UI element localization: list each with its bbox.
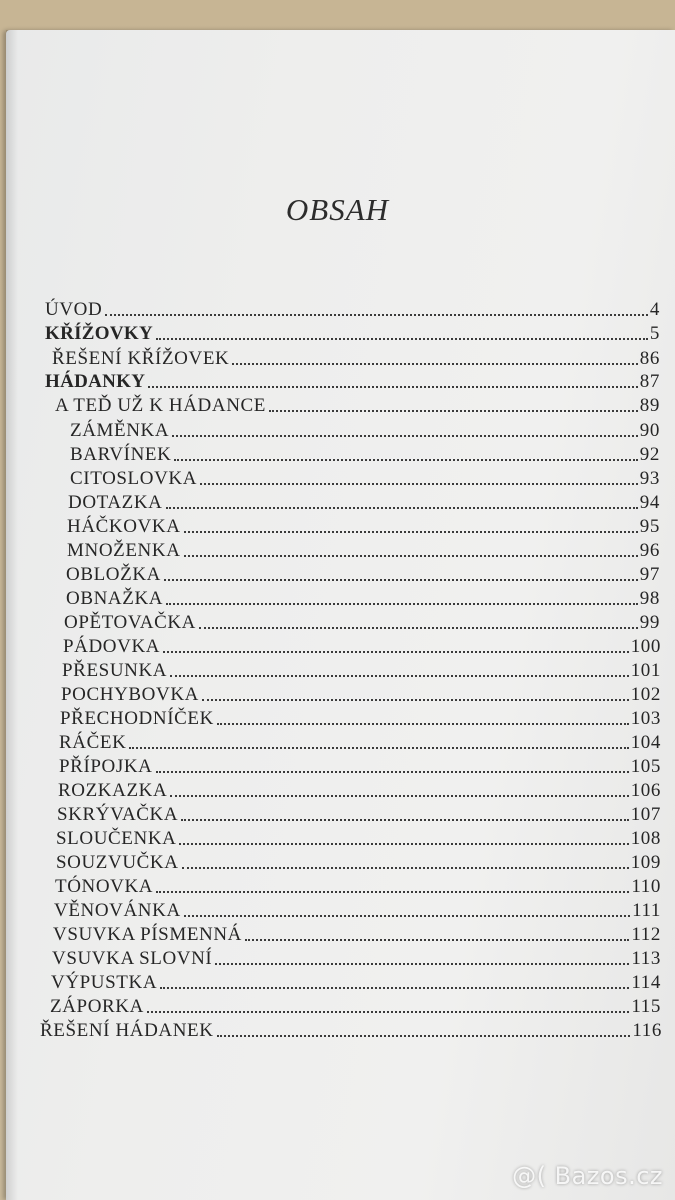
toc-entry [70, 466, 660, 490]
toc-entry [64, 610, 660, 634]
toc-entry [40, 1018, 662, 1042]
toc-entry [56, 850, 661, 874]
toc-entry-page-number: 86 [639, 348, 660, 369]
toc-entry-page-number: 108 [630, 828, 661, 849]
toc-entry [55, 393, 660, 417]
toc-entry [53, 922, 661, 946]
toc-leader-dots [147, 1011, 629, 1013]
toc-leader-dots [179, 843, 628, 845]
toc-leader-dots [148, 386, 638, 388]
toc-leader-dots [199, 627, 638, 629]
toc-entry [56, 826, 661, 850]
toc-entry-label: ZÁPORKA [50, 996, 144, 1017]
toc-entry [70, 418, 660, 442]
toc-leader-dots [184, 555, 638, 557]
toc-entry-page-number: 95 [639, 516, 660, 537]
toc-entry [52, 946, 661, 970]
toc-leader-dots [184, 915, 630, 917]
toc-entry-label: SOUZVUČKA [56, 852, 179, 873]
toc-leader-dots [105, 314, 648, 316]
toc-entry-label: CITOSLOVKA [70, 468, 198, 489]
toc-entry-page-number: 113 [631, 948, 661, 969]
toc-entry-label: ROZKAZKA [58, 780, 168, 801]
toc-entry-label: VSUVKA PÍSMENNÁ [53, 924, 242, 945]
toc-entry [68, 490, 660, 514]
toc-entry-page-number: 92 [639, 444, 660, 465]
toc-leader-dots [245, 939, 629, 941]
toc-entry [62, 658, 661, 682]
toc-leader-dots [217, 1035, 631, 1037]
toc-leader-dots [156, 771, 629, 773]
toc-leader-dots [160, 987, 629, 989]
toc-entry-label: POCHYBOVKA [61, 684, 199, 705]
toc-entry-page-number: 116 [632, 1020, 662, 1041]
toc-entry-label: MNOŽENKA [67, 540, 181, 561]
toc-entry-page-number: 114 [631, 972, 661, 993]
toc-leader-dots [164, 579, 638, 581]
toc-entry-label: DOTAZKA [68, 492, 163, 513]
toc-entry-page-number: 4 [649, 299, 660, 320]
toc-entry-page-number: 90 [639, 420, 660, 441]
toc-leader-dots [163, 651, 629, 653]
toc-entry [60, 706, 661, 730]
toc-entry-page-number: 106 [630, 780, 661, 801]
toc-entry [59, 730, 661, 754]
toc-leader-dots [202, 699, 629, 701]
toc-entry-page-number: 104 [630, 732, 661, 753]
toc-entry-page-number: 87 [639, 371, 660, 392]
toc-leader-dots [182, 867, 629, 869]
toc-leader-dots [232, 363, 637, 365]
toc-entry-page-number: 107 [630, 804, 661, 825]
toc-entry-label: SLOUČENKA [56, 828, 177, 849]
toc-leader-dots [156, 891, 629, 893]
toc-entry [51, 970, 661, 994]
toc-entry-label: TÓNOVKA [55, 876, 154, 897]
toc-entry-page-number: 112 [631, 924, 661, 945]
toc-entry [50, 994, 661, 1018]
toc-entry-label: VSUVKA SLOVNÍ [52, 948, 213, 969]
toc-entry-page-number: 96 [639, 540, 660, 561]
toc-entry [67, 514, 660, 538]
page-title: OBSAH [285, 192, 390, 227]
toc-entry [54, 898, 661, 922]
toc-entry-label: SKRÝVAČKA [57, 804, 179, 825]
toc-leader-dots [156, 338, 648, 340]
toc-leader-dots [269, 410, 638, 412]
toc-entry-page-number: 109 [630, 852, 661, 873]
toc-leader-dots [129, 747, 628, 749]
toc-entry-label: KŘÍŽOVKY [45, 323, 153, 344]
toc-entry-label: OBNAŽKA [66, 588, 164, 609]
toc-entry-page-number: 99 [639, 612, 660, 633]
toc-entry-page-number: 115 [631, 996, 661, 1017]
toc-leader-dots [200, 483, 638, 485]
toc-leader-dots [166, 603, 638, 605]
toc-entry-label: ŘEŠENÍ KŘÍŽOVEK [52, 348, 230, 369]
toc-leader-dots [172, 435, 638, 437]
toc-entry-label: ZÁMĚNKA [70, 420, 170, 441]
toc-entry [57, 802, 661, 826]
toc-leader-dots [184, 531, 638, 533]
toc-entry [45, 321, 660, 345]
toc-entry-label: OBLOŽKA [66, 564, 161, 585]
toc-entry-page-number: 5 [649, 323, 660, 344]
toc-entry [63, 634, 661, 658]
toc-entry-page-number: 103 [630, 708, 661, 729]
toc-entry [61, 682, 661, 706]
toc-entry-page-number: 105 [630, 756, 661, 777]
toc-leader-dots [166, 507, 638, 509]
toc-entry-page-number: 101 [630, 660, 661, 681]
toc-entry [45, 369, 660, 393]
toc-entry-label: VÝPUSTKA [51, 972, 158, 993]
toc-leader-dots [170, 675, 629, 677]
toc-entry [59, 754, 661, 778]
toc-entry-page-number: 98 [639, 588, 660, 609]
toc-entry [66, 562, 660, 586]
toc-entry-label: PÁDOVKA [63, 636, 161, 657]
toc-entry-label: HÁČKOVKA [67, 516, 181, 537]
bazos-watermark: @( Bazos.cz [512, 1162, 663, 1190]
toc-entry [55, 874, 661, 898]
toc-leader-dots [170, 795, 628, 797]
toc-entry-label: A TEĎ UŽ K HÁDANCE [55, 395, 266, 416]
toc-entry-label: PŘÍPOJKA [59, 756, 153, 777]
toc-entry-label: PŘECHODNÍČEK [60, 708, 214, 729]
toc-entry-page-number: 97 [639, 564, 660, 585]
toc-entry-label: ÚVOD [45, 299, 103, 320]
toc-entry [45, 297, 660, 321]
toc-entry-label: ŘEŠENÍ HÁDANEK [40, 1020, 214, 1041]
toc-entry-page-number: 93 [639, 468, 660, 489]
toc-entry-page-number: 102 [630, 684, 661, 705]
toc-entry [70, 442, 660, 466]
toc-entry [66, 586, 660, 610]
toc-entry-page-number: 100 [630, 636, 661, 657]
toc-entry-page-number: 89 [639, 395, 660, 416]
toc-entry-label: HÁDANKY [45, 371, 146, 392]
toc-entry-label: OPĚTOVAČKA [64, 612, 196, 633]
toc-entry [52, 346, 660, 370]
toc-entry-label: BARVÍNEK [70, 444, 172, 465]
toc-leader-dots [217, 723, 629, 725]
toc-entry-page-number: 110 [631, 876, 661, 897]
toc-entry [67, 538, 660, 562]
toc-leader-dots [181, 819, 628, 821]
toc-leader-dots [215, 963, 629, 965]
toc-entry-label: RÁČEK [59, 732, 127, 753]
toc-entry-page-number: 94 [639, 492, 660, 513]
toc-entry-label: PŘESUNKA [62, 660, 168, 681]
toc-entry [58, 778, 661, 802]
toc-leader-dots [174, 459, 637, 461]
toc-entry-label: VĚNOVÁNKA [54, 900, 181, 921]
toc-entry-page-number: 111 [632, 900, 661, 921]
